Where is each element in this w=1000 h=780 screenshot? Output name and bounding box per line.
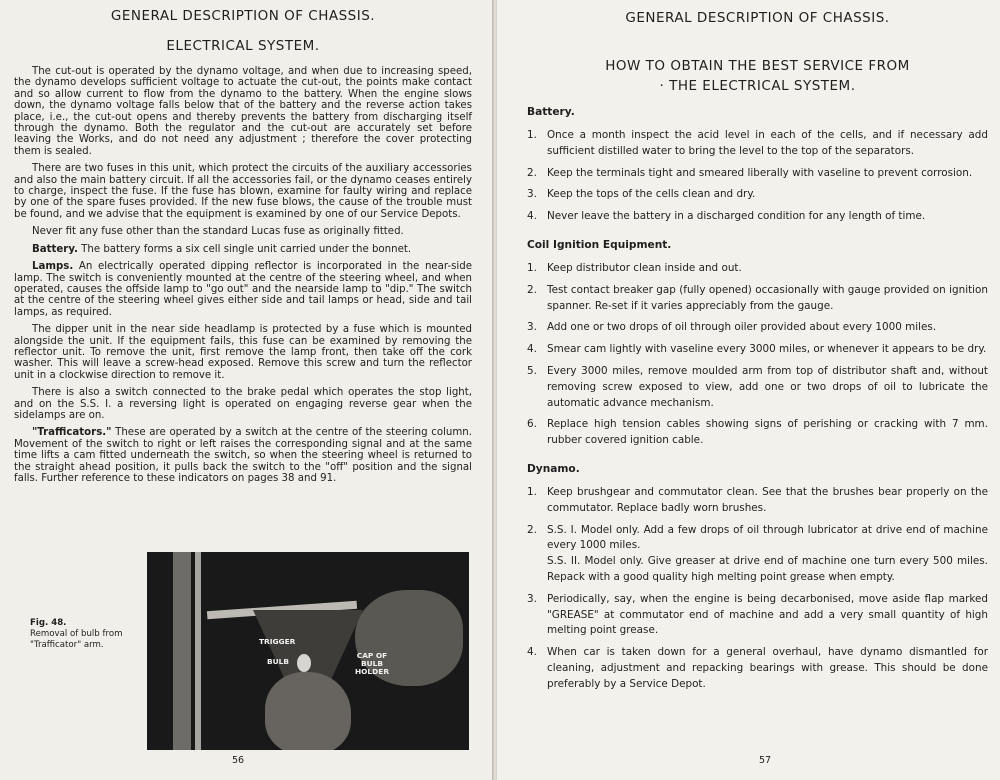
item-number: 2. <box>527 523 537 536</box>
list-item <box>527 261 988 277</box>
item-number: 5. <box>527 364 537 377</box>
paragraph-text: The cut-out is operated by the dynamo voltage, and when due to increasing speed, the dynamo develops sufficient voltage to actuate the cut-out, the points make contact and so allow current to flow from the dynamo to the battery. When the engine slows down, the dynamo voltage falls below that of the battery and the reverse action takes place, i.e., the cut-out opens and thereby prevents the battery from discharging itself through the dynamo. Both the regulator and the cut-out are accurately set before leaving the Works, and do not need any adjustment ; therefore the cover protecting them is sealed. <box>14 66 472 157</box>
label-bulb: BULB <box>267 657 289 666</box>
list-item <box>527 364 988 411</box>
item-number: 1. <box>527 485 537 498</box>
figure-caption <box>30 618 140 651</box>
electrical-system-title: ELECTRICAL SYSTEM. <box>166 38 320 54</box>
battery-section <box>527 106 988 225</box>
item-number: 1. <box>527 129 537 141</box>
paragraph-battery <box>14 244 472 255</box>
dynamo-section <box>527 463 988 693</box>
list-item <box>527 417 988 449</box>
item-number: 3. <box>527 321 537 334</box>
paragraph-lead: Lamps. <box>32 261 74 273</box>
item-number: 2. <box>527 283 537 296</box>
paragraph-lucas-fuse <box>14 226 472 237</box>
coil-ignition-section <box>527 239 988 449</box>
item-number: 6. <box>527 418 537 431</box>
right-page-header: GENERAL DESCRIPTION OF CHASSIS. <box>625 10 890 26</box>
label-trigger: TRIGGER <box>259 637 296 646</box>
paragraph-text: There is also a switch connected to the brake pedal which operates the stop light, and on the S.S. I. a reversing light is operated on engaging reverse gear when the sidelamps are on. <box>14 387 472 421</box>
list-item <box>527 592 988 639</box>
paragraph-dipper <box>14 324 472 381</box>
item-extra-text: S.S. II. Model only. Give greaser at drive end of machine one turn every 500 miles. Repack with a good quality high melting point grease when empty. <box>547 555 988 583</box>
left-page <box>0 0 492 780</box>
paragraph-text: Never fit any fuse other than the standard Lucas fuse as originally fitted. <box>32 226 404 238</box>
paragraph-lamps <box>14 261 472 318</box>
item-number: 4. <box>527 210 537 223</box>
best-service-title <box>527 56 988 96</box>
trafficator-photo <box>147 552 469 750</box>
item-number: 3. <box>527 188 537 201</box>
photo-door-frame <box>173 552 191 750</box>
item-text: Add one or two drops of oil through oiler provided about every 1000 miles. <box>547 321 937 334</box>
item-text: Keep the terminals tight and smeared liberally with vaseline to prevent corrosion. <box>547 166 973 179</box>
item-text: Test contact breaker gap (fully opened) occasionally with gauge provided on ignition spanner. Re-set if it varies appreciably from the gauge. <box>547 283 988 312</box>
item-text: S.S. I. Model only. Add a few drops of oil through lubricator at drive end of machine every 1000 miles. <box>547 523 988 552</box>
paragraph-text: The dipper unit in the near side headlamp is protected by a fuse which is mounted alongside the unit. If the equipment fails, this fuse can be examined by removing the reflector unit. To remove the unit, first remove the lamp front, then take off the cork washer. This will leave a screw-head exposed. Remove this screw and turn the reflector unit in a clockwise direction to remove it. <box>14 324 472 381</box>
item-text: Every 3000 miles, remove moulded arm from top of distributor shaft and, without removing screw exposed to view, add one or two drops of oil to lubricate the automatic advance mechanism. <box>547 364 988 409</box>
item-text: Keep the tops of the cells clean and dry. <box>547 188 756 201</box>
item-number: 1. <box>527 261 537 274</box>
best-service-title-line-2: · THE ELECTRICAL SYSTEM. <box>659 78 856 94</box>
photo-door-edge <box>195 552 201 750</box>
list-item <box>527 485 988 517</box>
paragraph-lead: "Trafficators." <box>32 427 112 439</box>
figure-48 <box>14 552 472 750</box>
dynamo-list <box>527 485 988 693</box>
figure-number: Fig. 48. <box>30 618 67 628</box>
list-item <box>527 645 988 692</box>
dynamo-heading: Dynamo. <box>527 462 580 475</box>
item-number: 4. <box>527 646 537 659</box>
item-text: Smear cam lightly with vaseline every 3000 miles, or whenever it appears to be dry. <box>547 343 987 356</box>
item-text: Keep distributor clean inside and out. <box>547 261 742 274</box>
coil-ignition-heading: Coil Ignition Equipment. <box>527 238 672 251</box>
battery-list <box>527 128 988 225</box>
list-item <box>527 128 988 160</box>
item-number: 2. <box>527 166 537 179</box>
item-text: Once a month inspect the acid level in each of the cells, and if necessary add sufficient distilled water to bring the level to the top of the separators. <box>547 129 988 157</box>
paragraph-cut-out <box>14 66 472 157</box>
item-text: When car is taken down for a general overhaul, have dynamo dismantled for cleaning, adjustment and repacking bearings with grease. This should be done preferably by a Service Depot. <box>547 646 988 690</box>
item-text: Replace high tension cables showing signs of perishing or cracking with 7 mm. rubber covered ignition cable. <box>547 418 988 447</box>
paragraph-text: There are two fuses in this unit, which protect the circuits of the auxiliary accessories and also the main battery circuit. If all the accessories fail, or the dynamo ceases entirely to charge, inspect the fuse. If the fuse has blown, examine for faulty wiring and replace by one of the spare fuses provided. If the new fuse blows, the cause of the trouble must be found, and we advise that the equipment is examined by one of our Service Depots. <box>14 163 472 220</box>
paragraph-trafficators <box>14 427 472 484</box>
paragraph-stop-light <box>14 387 472 421</box>
list-item <box>527 166 988 182</box>
paragraph-text: An electrically operated dipping reflector is incorporated in the near-side lamp. The switch is conveniently mounted at the centre of the steering wheel, and when operated, causes the offside lamp to "go out" and the nearside lamp to "dip." The switch at the centre of the steering wheel gives either side and tail lamps or head, side and tail lamps, as required. <box>14 261 472 318</box>
photo-hand-lower <box>265 672 351 750</box>
list-item <box>527 342 988 358</box>
list-item <box>527 187 988 203</box>
list-item <box>527 320 988 336</box>
paragraph-fuses <box>14 163 472 220</box>
best-service-title-line-1: HOW TO OBTAIN THE BEST SERVICE FROM <box>605 58 910 74</box>
coil-ignition-list <box>527 261 988 449</box>
paragraph-lead: Battery. <box>32 243 78 255</box>
left-page-header: GENERAL DESCRIPTION OF CHASSIS. <box>110 8 376 24</box>
list-item <box>527 523 988 586</box>
photo-bulb <box>297 654 311 672</box>
page-number-right: 57 <box>759 755 772 766</box>
battery-heading: Battery. <box>527 106 575 118</box>
list-item <box>527 283 988 315</box>
page-number-left: 56 <box>232 755 245 766</box>
list-item <box>527 209 988 225</box>
item-text: Periodically, say, when the engine is being decarbonised, move aside flap marked "GREASE" at commutator end of machine and add a very small quantity of high melting point grease. <box>547 592 988 637</box>
item-text: Never leave the battery in a discharged condition for any length of time. <box>547 210 926 223</box>
paragraph-text: These are operated by a switch at the centre of the steering column. Movement of the switch to right or left raises the corresponding signal and at the same time lifts a cam fitted underneath the switch, so when the steering wheel is returned to the straight ahead position, it pulls back the switch to the "off" position and the signal falls. Further reference to these indicators on pages 38 and 91. <box>14 427 472 484</box>
right-page <box>497 0 1000 780</box>
figure-caption-text: Removal of bulb from "Trafficator" arm. <box>30 629 123 650</box>
item-number: 4. <box>527 343 537 356</box>
item-text: Keep brushgear and commutator clean. See that the brushes bear properly on the commutator. Replace badly worn brushes. <box>547 485 988 514</box>
item-number: 3. <box>527 592 537 605</box>
label-cap-of-bulb-holder: CAP OF BULB HOLDER <box>354 651 390 676</box>
paragraph-text: The battery forms a six cell single unit carried under the bonnet. <box>81 243 412 255</box>
